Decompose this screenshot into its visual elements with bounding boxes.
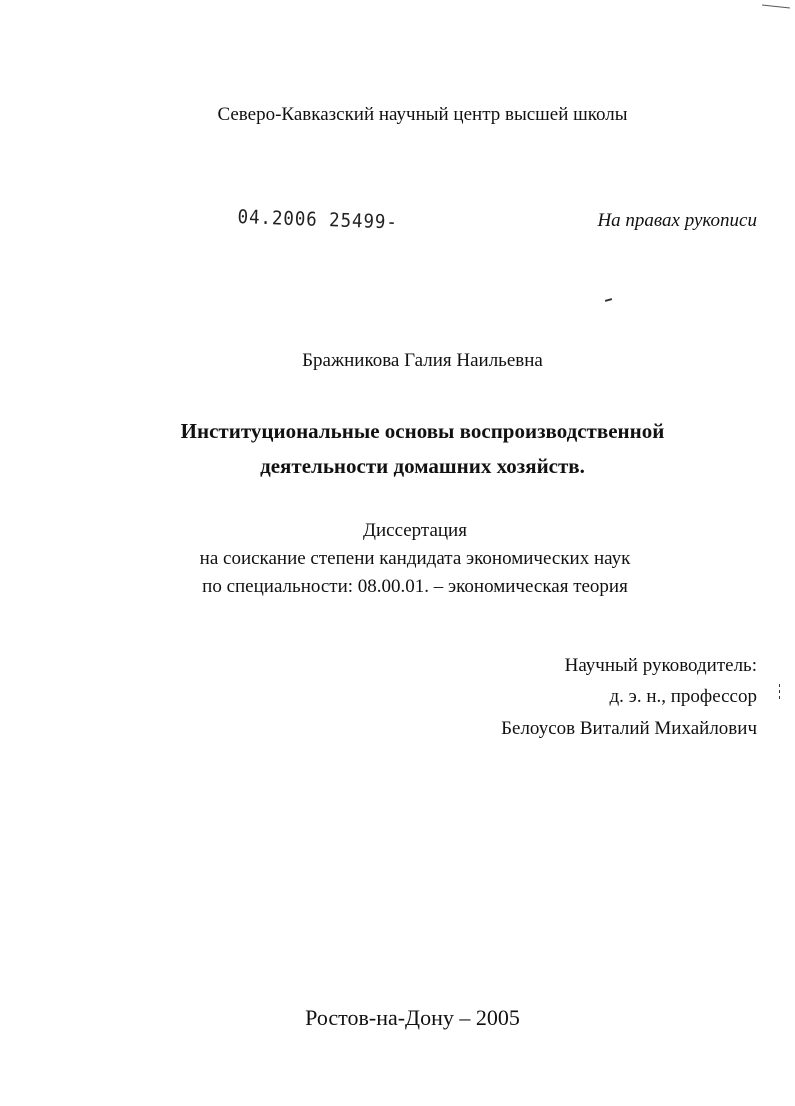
thesis-specialty: по специальности: 08.00.01. – экономическая теория [202,576,628,597]
scan-artifact-dots [779,696,780,699]
city-year: Ростов-на-Дону – 2005 [305,1005,520,1030]
supervisor-name: Белоусов Виталий Михайлович [501,718,757,739]
thesis-title-line-1: Институциональные основы воспроизводственной [180,419,665,443]
thesis-title-line-2: деятельности домашних хозяйств. [260,454,585,478]
registry-stamp-number: 04.2006 25499- [237,206,399,234]
thesis-degree: на соискание степени кандидата экономических наук [199,548,631,569]
author-name: Бражникова Галия Наильевна [302,350,543,371]
supervisor-role: Научный руководитель: [564,655,757,676]
scan-artifact-line [762,5,790,9]
thesis-type: Диссертация [363,520,467,541]
rights-note: На правах рукописи [597,210,757,231]
supervisor-degree: д. э. н., профессор [609,686,757,707]
scan-artifact-dash [605,298,612,302]
institution-name: Северо-Кавказский научный центр высшей школы [217,104,628,125]
scan-artifact-dots [779,684,780,687]
scan-artifact-dots [779,690,780,693]
